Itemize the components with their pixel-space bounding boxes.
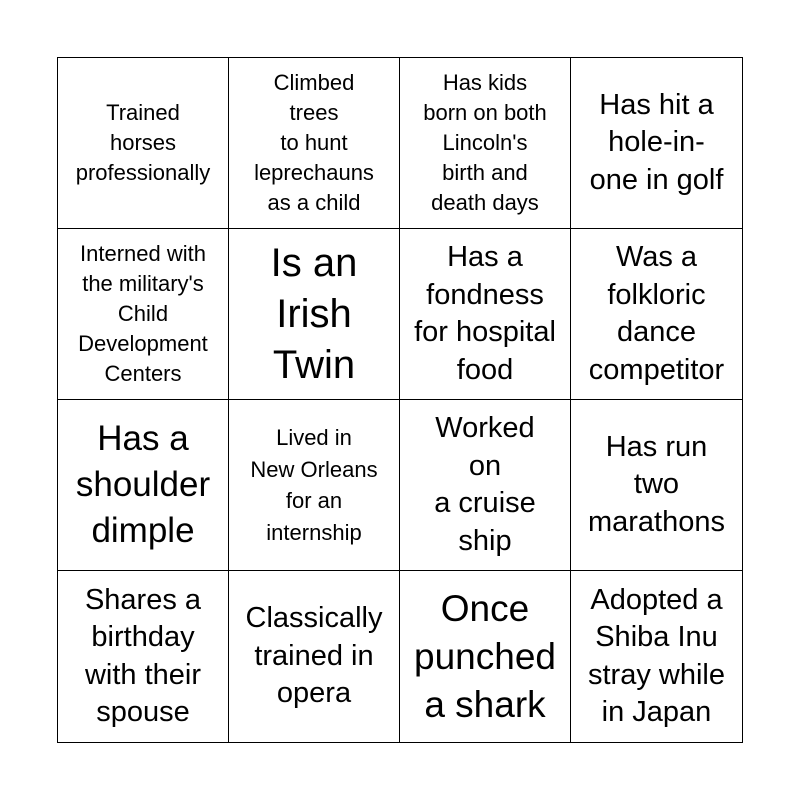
- bingo-cell-text: Climbed trees to hunt leprechauns as a child: [254, 70, 374, 215]
- bingo-cell-text: Trained horses professionally: [75, 100, 211, 185]
- bingo-cell-r1c3[interactable]: [400, 58, 571, 229]
- bingo-cell-r3c4[interactable]: [571, 400, 742, 571]
- bingo-cell-r2c3[interactable]: [400, 229, 571, 400]
- bingo-cell-r1c4[interactable]: [571, 58, 742, 229]
- bingo-cell-text: Once punched a shark: [414, 587, 556, 725]
- bingo-cell-r4c2[interactable]: [229, 571, 400, 742]
- bingo-cell-r3c1[interactable]: [58, 400, 229, 571]
- bingo-cell-text: Has run two marathons: [587, 430, 725, 538]
- bingo-cell-text: Is an Irish Twin: [270, 240, 358, 387]
- bingo-cell-r4c3[interactable]: [400, 571, 571, 742]
- bingo-cell-r3c3[interactable]: [400, 400, 571, 571]
- bingo-cell-r1c1[interactable]: [58, 58, 229, 229]
- bingo-cell-r3c2[interactable]: [229, 400, 400, 571]
- bingo-cell-r1c2[interactable]: [229, 58, 400, 229]
- bingo-cell-text: Was a folkloric dance competitor: [588, 241, 725, 386]
- bingo-cell-r4c1[interactable]: [58, 571, 229, 742]
- bingo-cell-text: Lived in New Orleans for an internship: [250, 425, 378, 545]
- bingo-board: [57, 57, 743, 743]
- bingo-cell-r2c2[interactable]: [229, 229, 400, 400]
- bingo-cell-text: Classically trained in opera: [245, 602, 383, 710]
- bingo-cell-r2c1[interactable]: [58, 229, 229, 400]
- bingo-cell-text: Has kids born on both Lincoln's birth and death days: [423, 70, 547, 215]
- bingo-cell-text: Interned with the military's Child Development Centers: [78, 241, 208, 386]
- bingo-cell-text: Has hit a hole-in- one in golf: [589, 88, 724, 196]
- bingo-cell-text: Shares a birthday with their spouse: [84, 583, 202, 728]
- bingo-cell-text: Has a fondness for hospital food: [414, 241, 556, 386]
- bingo-cell-r4c4[interactable]: [571, 571, 742, 742]
- bingo-cell-r2c4[interactable]: [571, 229, 742, 400]
- bingo-cell-text: Has a shoulder dimple: [75, 419, 211, 550]
- bingo-cell-text: Adopted a Shiba Inu stray while in Japan: [588, 583, 725, 728]
- bingo-cell-text: Worked on a cruise ship: [434, 412, 536, 557]
